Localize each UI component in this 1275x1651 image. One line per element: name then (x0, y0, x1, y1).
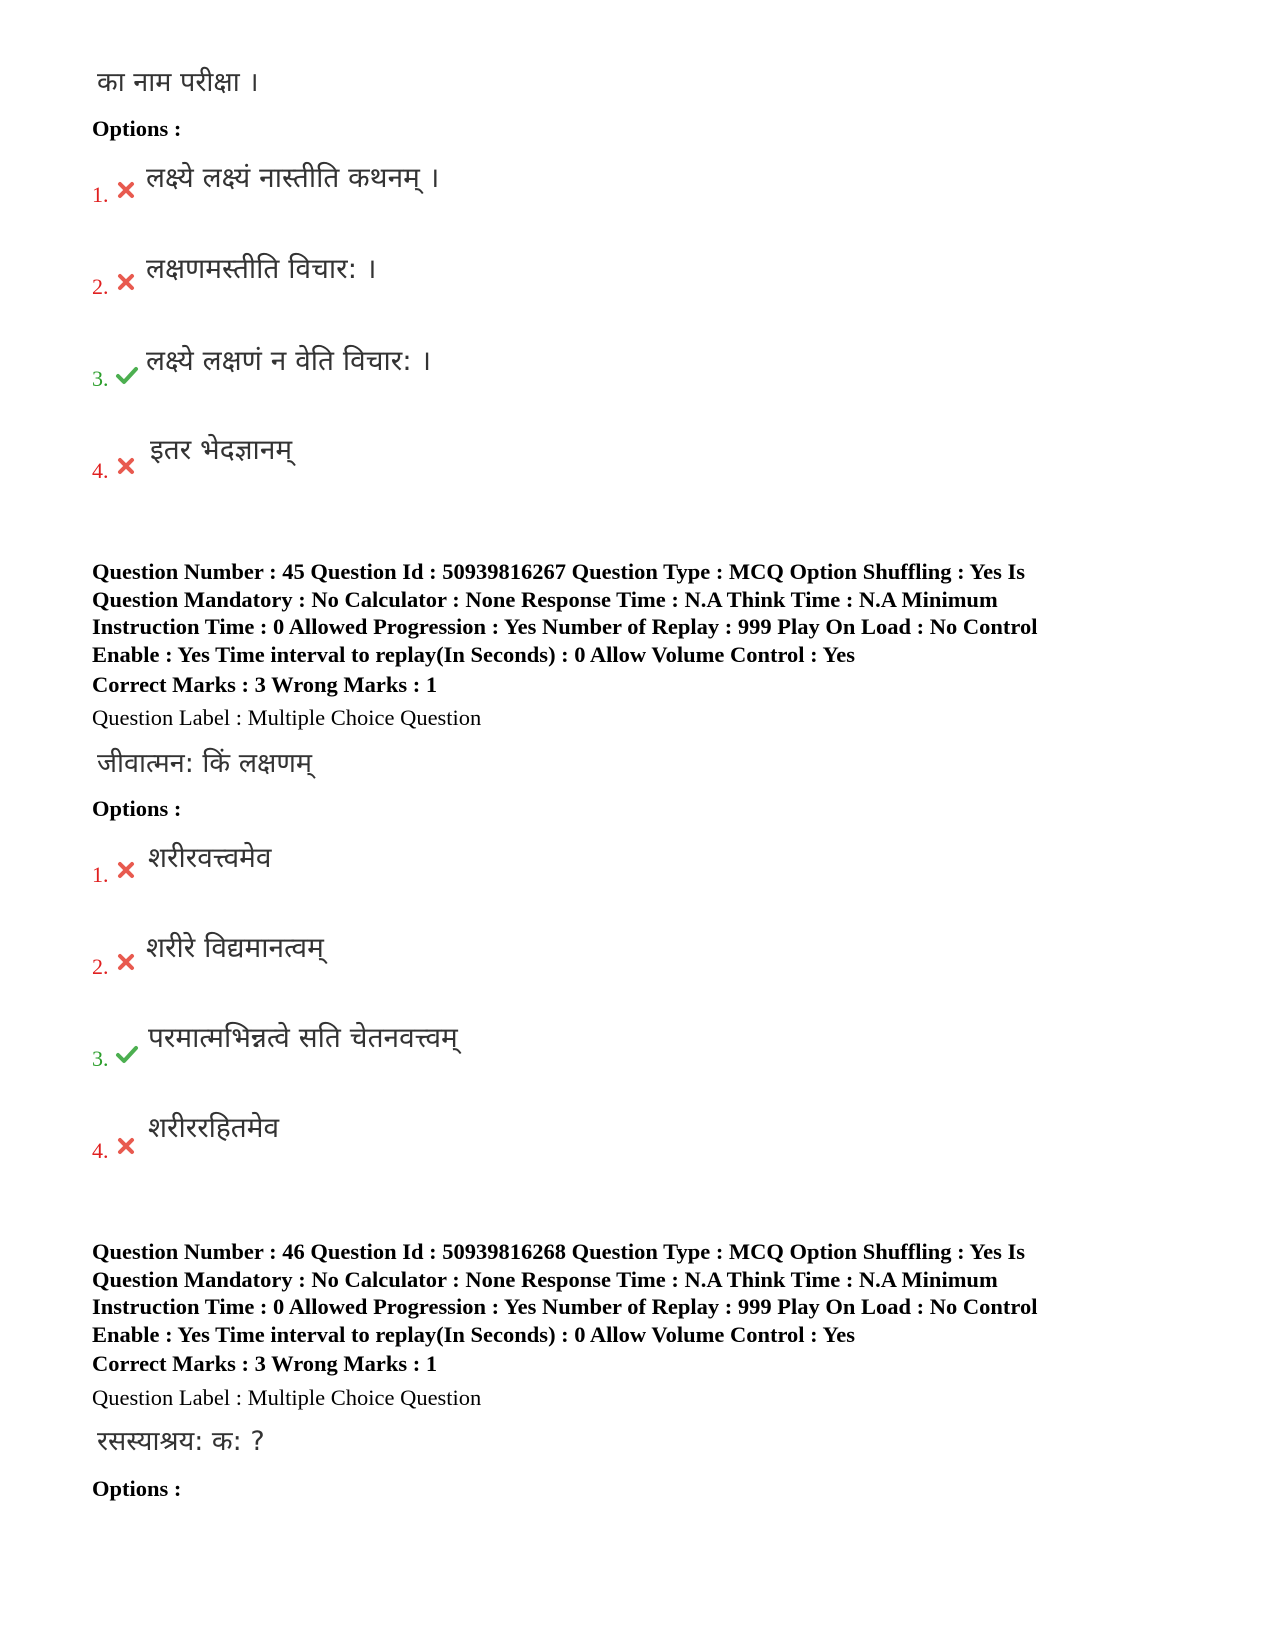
question-label-q46: Question Label : Multiple Choice Question (92, 1385, 482, 1410)
question-meta-q46 (92, 1238, 1037, 1348)
option-text: शरीरवत्त्वमेव (148, 841, 272, 874)
meta-line: Enable : Yes Time interval to replay(In Seconds) : 0 Allow Volume Control : Yes (92, 641, 855, 667)
cross-icon (116, 180, 136, 200)
question-text-q46: रसस्याश्रय: क: ? (97, 1426, 265, 1457)
meta-line: Question Mandatory : No Calculator : None Response Time : N.A Think Time : N.A Minimum (92, 586, 998, 612)
option-number: 3. (92, 1046, 109, 1071)
check-icon (115, 365, 139, 385)
cross-icon (116, 860, 136, 880)
cross-icon (116, 1136, 136, 1156)
check-icon (115, 1044, 139, 1064)
option-number: 4. (92, 1138, 109, 1163)
options-label-q44: Options : (92, 116, 182, 141)
marks-q45: Correct Marks : 3 Wrong Marks : 1 (92, 672, 438, 697)
question-text-q44-tail: का नाम परीक्षा । (97, 67, 259, 98)
option-text: शरीररहितमेव (148, 1111, 280, 1144)
marks-q46: Correct Marks : 3 Wrong Marks : 1 (92, 1351, 438, 1376)
meta-line: Enable : Yes Time interval to replay(In Seconds) : 0 Allow Volume Control : Yes (92, 1321, 855, 1347)
option-number: 3. (92, 366, 109, 391)
option-number: 2. (92, 274, 109, 299)
question-meta-q45 (92, 558, 1037, 668)
meta-line: Instruction Time : 0 Allowed Progression : Yes Number of Replay : 999 Play On Load : No Control (92, 614, 1038, 639)
options-label-q46: Options : (92, 1476, 182, 1501)
option-number: 2. (92, 954, 109, 979)
meta-line: Instruction Time : 0 Allowed Progression : Yes Number of Replay : 999 Play On Load : No Control (92, 1294, 1038, 1319)
cross-icon (116, 952, 136, 972)
question-label-q45: Question Label : Multiple Choice Question (92, 705, 482, 730)
option-number: 1. (92, 862, 109, 887)
cross-icon (116, 272, 136, 292)
option-text: शरीरे विद्यमानत्वम् (146, 931, 324, 964)
option-text: लक्ष्ये लक्षणं न वेति विचार: । (146, 344, 432, 377)
option-text: लक्ष्ये लक्ष्यं नास्तीति कथनम् । (146, 161, 440, 194)
option-text: लक्षणमस्तीति विचार: । (146, 252, 377, 285)
meta-line: Question Number : 45 Question Id : 50939816267 Question Type : MCQ Option Shuffling : Yes Is (92, 559, 1026, 584)
option-number: 1. (92, 182, 109, 207)
option-text: इतर भेदज्ञानम् (150, 433, 293, 466)
question-text-q45: जीवात्मन: किं लक्षणम् (97, 748, 313, 779)
option-text: परमात्मभिन्नत्वे सति चेतनवत्त्वम् (148, 1021, 458, 1054)
options-label-q45: Options : (92, 796, 182, 821)
meta-line: Question Mandatory : No Calculator : None Response Time : N.A Think Time : N.A Minimum (92, 1266, 998, 1292)
meta-line: Question Number : 46 Question Id : 50939816268 Question Type : MCQ Option Shuffling : Yes Is (92, 1239, 1026, 1264)
option-number: 4. (92, 458, 109, 483)
cross-icon (116, 456, 136, 476)
